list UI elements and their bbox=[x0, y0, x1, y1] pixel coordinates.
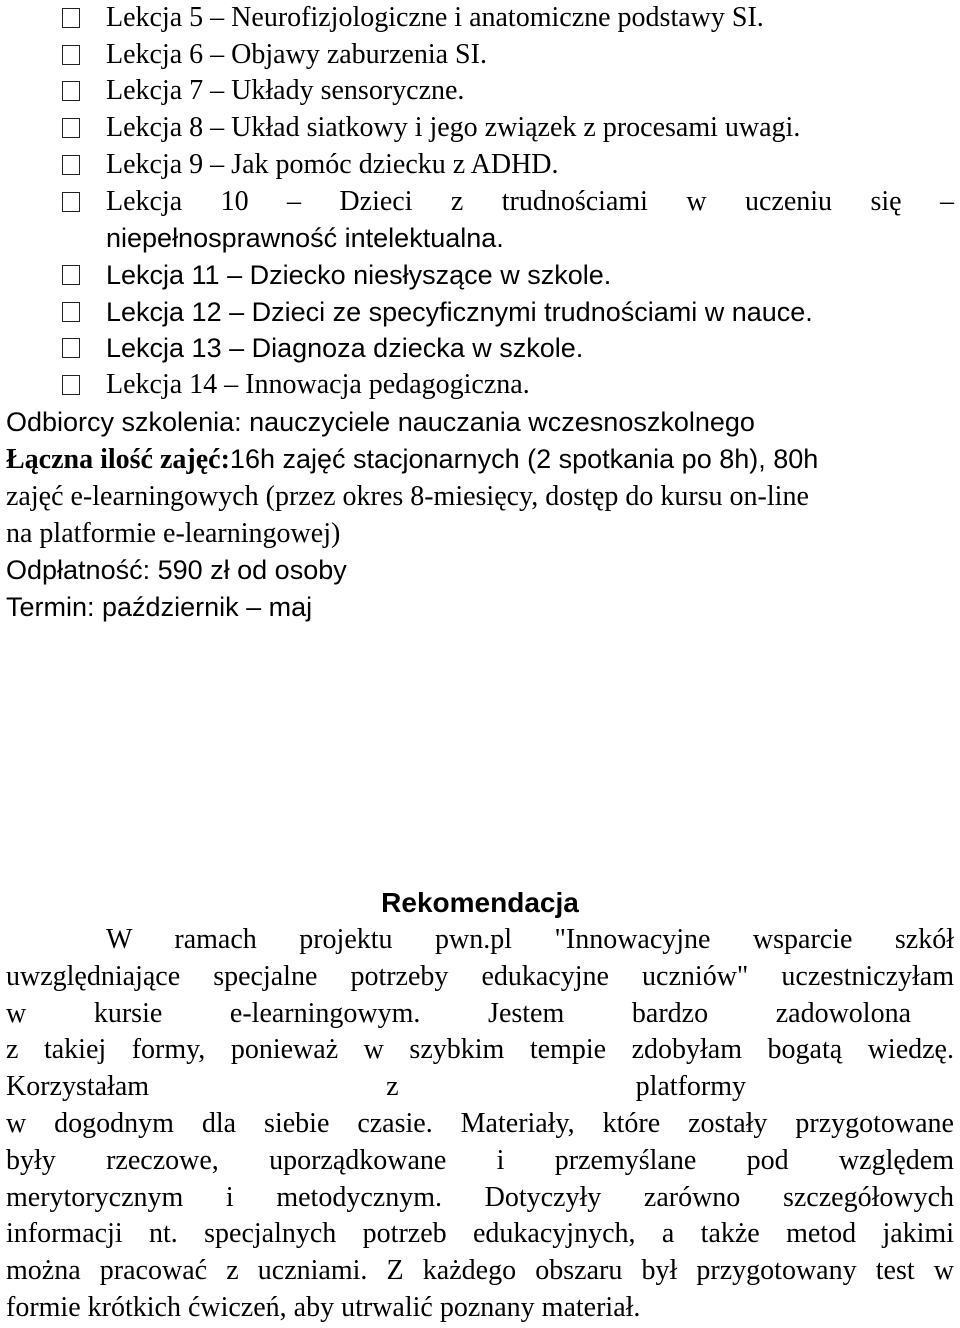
lesson-list bbox=[0, 0, 960, 404]
paragraph-line: Korzystałam z platformy bbox=[6, 1071, 746, 1103]
lesson-label: Lekcja 14 – Innowacja pedagogiczna. bbox=[106, 369, 530, 401]
checkbox-bullet-icon bbox=[62, 155, 80, 175]
paragraph-line: w kursie e-learningowym. Jestem bardzo zadowolona bbox=[6, 997, 911, 1029]
checkbox-bullet-icon bbox=[62, 192, 80, 212]
lesson-label: Lekcja 10 – Dzieci z trudnościami w uczeniu się – bbox=[106, 185, 954, 217]
checkbox-bullet-icon bbox=[62, 81, 80, 101]
price-row bbox=[6, 552, 954, 589]
checkbox-bullet-icon bbox=[62, 375, 80, 395]
paragraph-line: uwzględniające specjalne potrzeby edukacyjne uczniów" uczestniczyłam bbox=[6, 960, 954, 992]
lesson-label: Lekcja 7 – Układy sensoryczne. bbox=[106, 75, 465, 107]
price-label: Odpłatność: bbox=[6, 555, 151, 585]
lesson-label-continuation: niepełnosprawność intelektualna. bbox=[106, 223, 504, 254]
term-row bbox=[6, 589, 954, 626]
checkbox-bullet-icon bbox=[62, 302, 80, 322]
list-item bbox=[0, 184, 960, 257]
paragraph-line: informacji nt. specjalnych potrzeb edukacyjnych, a także metod jakimi bbox=[6, 1218, 954, 1250]
checkbox-bullet-icon bbox=[62, 265, 80, 285]
paragraph-line: były rzeczowe, uporządkowane i przemyślane pod względem bbox=[6, 1144, 954, 1176]
paragraph-line: merytorycznym i metodycznym. Dotyczyły zarówno szczegółowych bbox=[6, 1181, 954, 1213]
paragraph-line: formie krótkich ćwiczeń, aby utrwalić poznany materiał. bbox=[6, 1291, 641, 1323]
lesson-label: Lekcja 11 – Dziecko niesłyszące w szkole. bbox=[106, 259, 612, 290]
recipients-value: nauczyciele nauczania wczesnoszkolnego bbox=[241, 407, 755, 437]
list-item bbox=[0, 73, 960, 110]
list-item bbox=[0, 110, 960, 147]
list-item bbox=[0, 294, 960, 331]
lesson-label: Lekcja 8 – Układ siatkowy i jego związek z procesami uwagi. bbox=[106, 112, 801, 144]
list-item bbox=[0, 37, 960, 74]
checkbox-bullet-icon bbox=[62, 8, 80, 28]
checkbox-bullet-icon bbox=[62, 45, 80, 65]
hours-value: 16h zajęć stacjonarnych (2 spotkania po 8h), 80h bbox=[229, 444, 819, 474]
recommendation-title: Rekomendacja bbox=[381, 887, 579, 918]
course-info bbox=[6, 404, 954, 626]
recipients-row bbox=[6, 404, 954, 441]
list-item bbox=[0, 367, 960, 404]
lesson-label: Lekcja 5 – Neurofizjologiczne i anatomiczne podstawy SI. bbox=[106, 2, 764, 33]
lesson-label: Lekcja 12 – Dzieci ze specyficznymi trudnościami w nauce. bbox=[106, 296, 813, 327]
hours-value-continued: na platformie e-learningowej) bbox=[6, 518, 341, 549]
paragraph-line: można pracować z uczniami. Z każdego obszaru był przygotowany test w bbox=[6, 1255, 954, 1287]
paragraph-line: W ramach projektu pwn.pl "Innowacyjne wsparcie szkół bbox=[106, 924, 954, 955]
recipients-label: Odbiorcy szkolenia: bbox=[6, 407, 242, 437]
list-item bbox=[0, 147, 960, 184]
lesson-label: Lekcja 13 – Diagnoza dziecka w szkole. bbox=[106, 333, 584, 364]
price-value: 590 zł od osoby bbox=[150, 555, 347, 585]
checkbox-bullet-icon bbox=[62, 338, 80, 358]
hours-value-continued: zajęć e-learningowych (przez okres 8-miesięcy, dostęp do kursu on-line bbox=[6, 481, 809, 512]
list-item bbox=[0, 330, 960, 367]
hours-label: Łączna ilość zajęć: bbox=[6, 444, 230, 475]
list-item bbox=[0, 0, 960, 37]
lesson-label: Lekcja 9 – Jak pomóc dziecku z ADHD. bbox=[106, 148, 559, 180]
list-item bbox=[0, 257, 960, 294]
lesson-label: Lekcja 6 – Objawy zaburzenia SI. bbox=[106, 38, 487, 70]
term-value: październik – maj bbox=[94, 592, 313, 622]
term-label: Termin: bbox=[6, 592, 95, 622]
recommendation-text bbox=[6, 922, 954, 1327]
checkbox-bullet-icon bbox=[62, 118, 80, 138]
paragraph-line: z takiej formy, ponieważ w szybkim tempie zdobyłam bogatą wiedzę. bbox=[6, 1034, 954, 1066]
hours-row bbox=[6, 441, 954, 478]
paragraph-line: w dogodnym dla siebie czasie. Materiały, które zostały przygotowane bbox=[6, 1107, 954, 1139]
